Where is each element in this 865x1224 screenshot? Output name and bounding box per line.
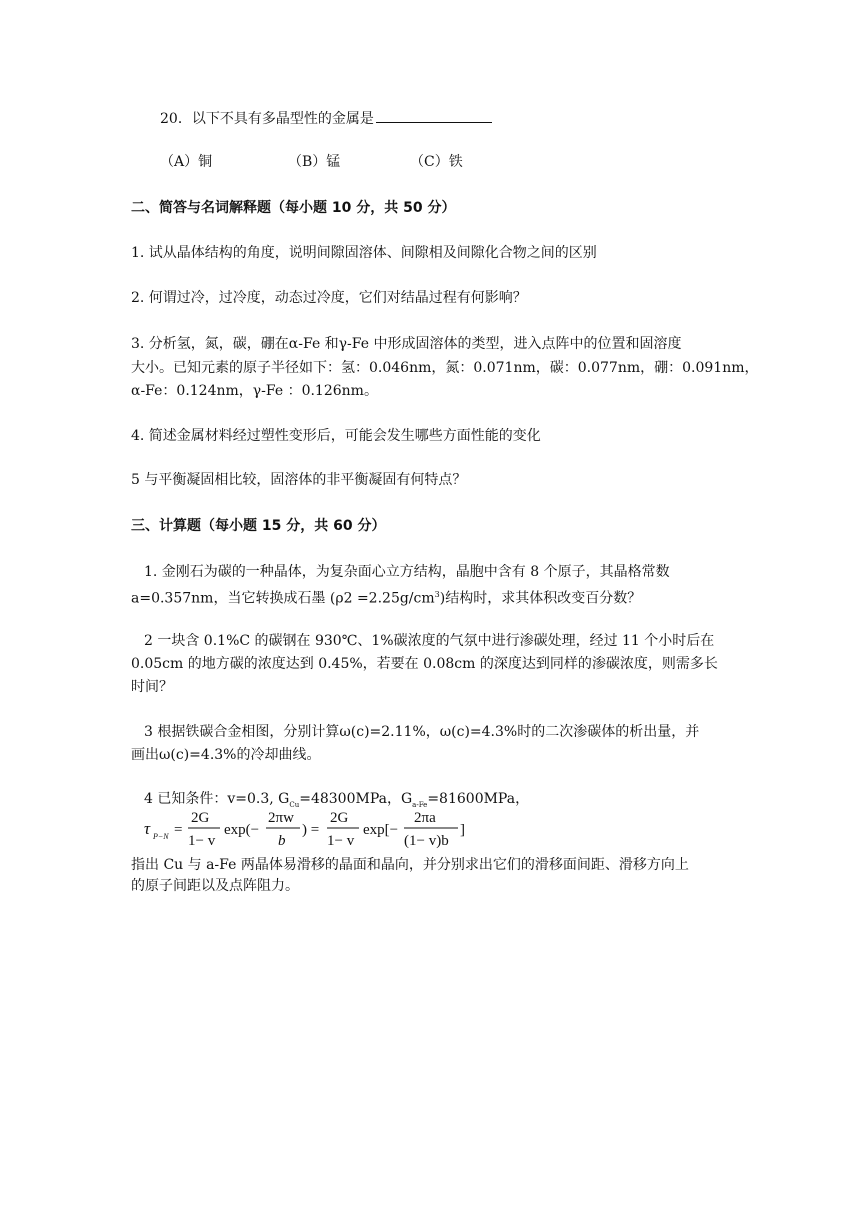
s3-question-4-line-1: 4 已知条件：v=0.3, $G_{Cu}=48300MPa$，$G_{a-Fe}=81600MPa$， [144,791,530,809]
option-b: （B）锰 [288,154,341,170]
s2-question-3-line-1: 3. 分析氢，氮，碳，硼在α-Fe 和γ-Fe 中形成固溶体的类型，进入点阵中的位置和固溶度 [131,336,682,352]
s3-question-4-line-2: 指出 Cu 与 a-Fe 两晶体易滑移的晶面和晶向，并分别求出它们的滑移面间距、滑移方向上 [131,857,689,873]
question-20 [160,108,492,128]
s2-question-1: 1. 试从晶体结构的角度，说明间隙固溶体、间隙相及间隙化合物之间的区别 [131,245,597,261]
s3-question-2-line-2: 0.05cm 的地方碳的浓度达到 0.45%，若要在 0.08cm 的深度达到同样的渗碳浓度，则需多长 [131,656,718,672]
s3-question-1-line-2: a=0.357nm，当它转换成石墨 $(\rho 2 =2.25g/cm^3)$结构时，求其体积改变百分数？ [131,590,642,607]
svg-text:1− v: 1− v [188,833,216,849]
svg-text:=: = [174,822,183,838]
svg-text:b: b [278,833,286,849]
svg-text:P−N: P−N [153,832,169,841]
s3-question-2-line-3: 时间？ [131,679,173,695]
s3-question-2-line-1: 2 一块含 0.1%C 的碳钢在 930℃、1%碳浓度的气氛中进行渗碳处理，经过 11 个小时后在 [144,633,715,649]
section-2-title: 二、简答与名词解释题（每小题 10 分，共 50 分） [131,200,456,216]
svg-text:exp(−: exp(− [224,822,260,838]
s3-question-3-line-1: 3 根据铁碳合金相图，分别计算ω(c)=2.11%，ω(c)=4.3%时的二次渗碳体的析出量，并 [144,724,700,740]
peierls-nabarro-formula [144,806,474,852]
svg-text:2πw: 2πw [268,810,294,826]
question-20-stem: 20．以下不具有多晶型性的金属是 [160,111,374,127]
svg-text:τ: τ [144,819,151,838]
svg-text:2πa: 2πa [414,810,436,826]
s2-question-3-line-2: 大小。已知元素的原子半径如下：氢：0.046nm，氮：0.071nm，碳：0.077nm，硼：0.091nm， [131,360,759,376]
svg-text:exp[−: exp[− [363,822,399,838]
svg-text:) =: ) = [302,822,320,838]
svg-text:1− v: 1− v [327,833,355,849]
svg-text:]: ] [460,822,465,838]
answer-blank [376,108,492,123]
s3-question-4-line-3: 的原子间距以及点阵阻力。 [131,878,299,894]
option-a: （A）铜 [160,154,213,170]
s3-question-3-line-2: 画出ω(c)=4.3%的冷却曲线。 [131,747,321,763]
svg-text:(1− v)b: (1− v)b [404,833,449,849]
s2-question-3-line-3: α-Fe：0.124nm，γ-Fe ：0.126nm。 [131,383,378,399]
s2-question-2: 2. 何谓过冷，过冷度，动态过冷度，它们对结晶过程有何影响？ [131,290,527,306]
s2-question-4: 4. 简述金属材料经过塑性变形后，可能会发生哪些方面性能的变化 [131,428,541,444]
s2-question-5: 5 与平衡凝固相比较，固溶体的非平衡凝固有何特点？ [131,472,467,488]
svg-text:2G: 2G [330,810,349,826]
option-c: （C）铁 [410,154,463,170]
svg-text:2G: 2G [191,810,210,826]
s3-question-1-line-1: 1. 金刚石为碳的一种晶体，为复杂面心立方结构，晶胞中含有 8 个原子，其晶格常数 [144,564,670,580]
section-3-title: 三、计算题（每小题 15 分，共 60 分） [131,518,386,534]
